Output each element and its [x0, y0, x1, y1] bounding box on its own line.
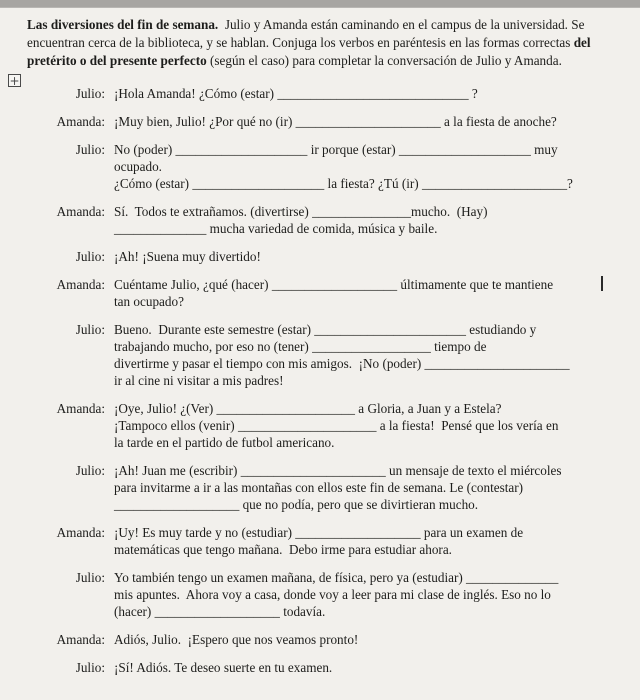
dialog-text: [114, 203, 488, 237]
dialog-line: ¡Ah! ¡Suena muy divertido!: [114, 249, 261, 264]
dialog-line: ¡Uy! Es muy tarde y no (estudiar) ___________________ para un examen de: [114, 525, 524, 540]
dialog-text: [114, 248, 261, 265]
dialog-line: ¡Ah! Juan me (escribir) ______________________ un mensaje de texto el miércoles: [114, 463, 562, 478]
dialog-line: la tarde en el partido de futbol americano.: [114, 435, 335, 450]
boxed-plus-icon[interactable]: +: [9, 74, 20, 88]
dialog-line: Sí. Todos te extrañamos. (divertirse) _______________mucho. (Hay): [114, 204, 488, 219]
worksheet-page: [0, 8, 640, 676]
dialog: [27, 85, 622, 676]
dialog-line: Yo también tengo un examen mañana, de física, pero ya (estudiar) ______________: [114, 570, 559, 585]
dialog-text: [114, 321, 570, 389]
dialog-text: [114, 569, 558, 620]
dialog-line: Bueno. Durante este semestre (estar) _______________________ estudiando y: [114, 322, 537, 337]
dialog-line: ocupado.: [114, 159, 162, 174]
exercise-instructions: [27, 16, 615, 70]
dialog-text: [114, 631, 358, 648]
speaker-label: Julio:: [75, 660, 105, 675]
dialog-line: ¡Tampoco ellos (venir) _____________________ a la fiesta! Pensé que los vería en: [114, 418, 559, 433]
dialog-line: ir al cine ni visitar a mis padres!: [114, 373, 284, 388]
dialog-line: Cuéntame Julio, ¿qué (hacer) ___________________ últimamente que te mantiene: [114, 277, 554, 292]
speaker-label: Julio:: [75, 86, 105, 101]
dialog-line: matemáticas que tengo mañana. Debo irme para estudiar ahora.: [114, 542, 452, 557]
speaker-label: Julio:: [75, 142, 105, 157]
dialog-entry: [27, 248, 622, 265]
dialog-text: [114, 85, 478, 102]
dialog-entry: [27, 276, 622, 310]
speaker-label: Julio:: [75, 570, 105, 585]
dialog-entry: [27, 321, 622, 389]
speaker-label: Amanda:: [56, 204, 105, 219]
dialog-entry: [27, 462, 622, 513]
dialog-entry: [27, 400, 622, 451]
speaker-label: Amanda:: [56, 114, 105, 129]
speaker-label: Julio:: [75, 322, 105, 337]
dialog-line: mis apuntes. Ahora voy a casa, donde voy a leer para mi clase de inglés. Eso no lo: [114, 587, 551, 602]
instructions-emphasis: del pretérito o del presente perfecto: [27, 35, 594, 68]
dialog-entry: [27, 659, 622, 676]
text-cursor: [601, 276, 603, 291]
dialog-line: para invitarme a ir a las montañas con ellos este fin de semana. Le (contestar): [114, 480, 524, 495]
speaker-label: Julio:: [75, 249, 105, 264]
dialog-line: trabajando mucho, por eso no (tener) __________________ tiempo de: [114, 339, 487, 354]
dialog-line: ______________ mucha variedad de comida, música y baile.: [114, 221, 438, 236]
dialog-entry: [27, 141, 622, 192]
dialog-line: ¡Sí! Adiós. Te deseo suerte en tu examen.: [114, 660, 333, 675]
dialog-text: [114, 659, 332, 676]
dialog-line: (hacer) ___________________ todavía.: [114, 604, 326, 619]
dialog-text: [114, 462, 562, 513]
dialog-line: Adiós, Julio. ¡Espero que nos veamos pronto!: [114, 632, 359, 647]
speaker-label: Amanda:: [56, 277, 105, 292]
dialog-line: No (poder) ____________________ ir porque (estar) ____________________ muy: [114, 142, 558, 157]
speaker-label: Amanda:: [56, 632, 105, 647]
dialog-entry: [27, 203, 622, 237]
dialog-text: [114, 141, 573, 192]
dialog-line: ¡Muy bien, Julio! ¿Por qué no (ir) ______________________ a la fiesta de anoche?: [114, 114, 557, 129]
dialog-entry: [27, 85, 622, 102]
speaker-label: Amanda:: [56, 401, 105, 416]
dialog-text: [114, 113, 557, 130]
dialog-line: ¡Oye, Julio! ¿(Ver) _____________________ a Gloria, a Juan y a Estela?: [114, 401, 502, 416]
speaker-label: Julio:: [75, 463, 105, 478]
dialog-line: tan ocupado?: [114, 294, 184, 309]
dialog-entry: [27, 631, 622, 648]
dialog-line: ¿Cómo (estar) ____________________ la fiesta? ¿Tú (ir) ______________________?: [114, 176, 573, 191]
instructions-text-1: Julio y Amanda están caminando en el campus de la universidad. Se encuentran cerca de la biblioteca, y se hablan. Conjuga los verbos en paréntesis en las formas correctas: [27, 17, 588, 50]
dialog-text: [114, 400, 558, 451]
dialog-entry: [27, 113, 622, 130]
instructions-text-2: (según el caso) para completar la conversación de Julio y Amanda.: [206, 53, 562, 68]
speaker-label: Amanda:: [56, 525, 105, 540]
window-top-edge: [0, 0, 640, 8]
dialog-entry: [27, 569, 622, 620]
dialog-line: divertirme y pasar el tiempo con mis amigos. ¡No (poder) ______________________: [114, 356, 570, 371]
instructions-title: Las diversiones del fin de semana.: [27, 17, 219, 32]
dialog-text: [114, 524, 523, 558]
dialog-entry: [27, 524, 622, 558]
dialog-line: ___________________ que no podía, pero que se divirtieran mucho.: [114, 497, 479, 512]
dialog-line: ¡Hola Amanda! ¿Cómo (estar) _____________________________ ?: [114, 86, 478, 101]
dialog-text: [114, 276, 553, 310]
